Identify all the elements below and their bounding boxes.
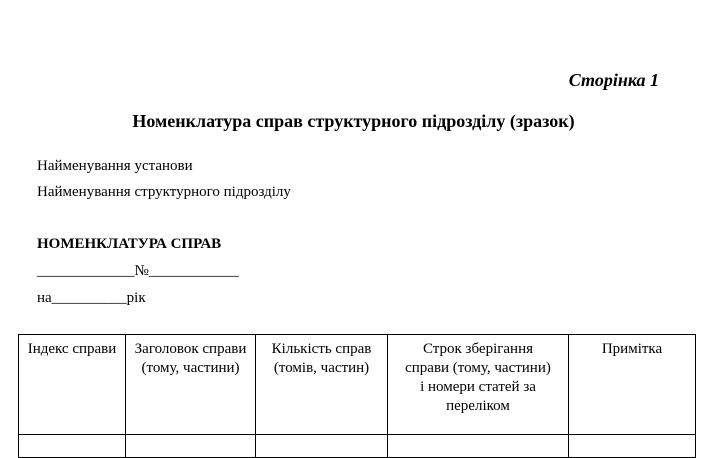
number-line: _____________№____________ [37, 263, 239, 279]
header-retention: Строк зберігання справи (тому, частини) і номери статей за переліком [388, 335, 569, 435]
nomenclature-heading: НОМЕНКЛАТУРА СПРАВ [37, 236, 222, 252]
organization-name-label: Найменування установи [37, 158, 193, 174]
table-cell [126, 435, 256, 458]
table-cell [256, 435, 388, 458]
year-line: на__________рік [37, 290, 146, 306]
page-number: Сторінка 1 [568, 70, 659, 90]
table-row [19, 435, 696, 458]
table-cell [19, 435, 126, 458]
header-note: Примітка [569, 335, 696, 435]
header-count: Кількість справ (томів, частин) [256, 335, 388, 435]
table-header-row [19, 335, 696, 435]
document-title: Номенклатура справ структурного підрозділу (зразок) [132, 111, 575, 131]
header-title: Заголовок справи (тому, частини) [126, 335, 256, 435]
table-cell [569, 435, 696, 458]
table-cell [388, 435, 569, 458]
header-index: Індекс справи [19, 335, 126, 435]
nomenclature-table [18, 334, 696, 458]
department-name-label: Найменування структурного підрозділу [37, 184, 291, 200]
